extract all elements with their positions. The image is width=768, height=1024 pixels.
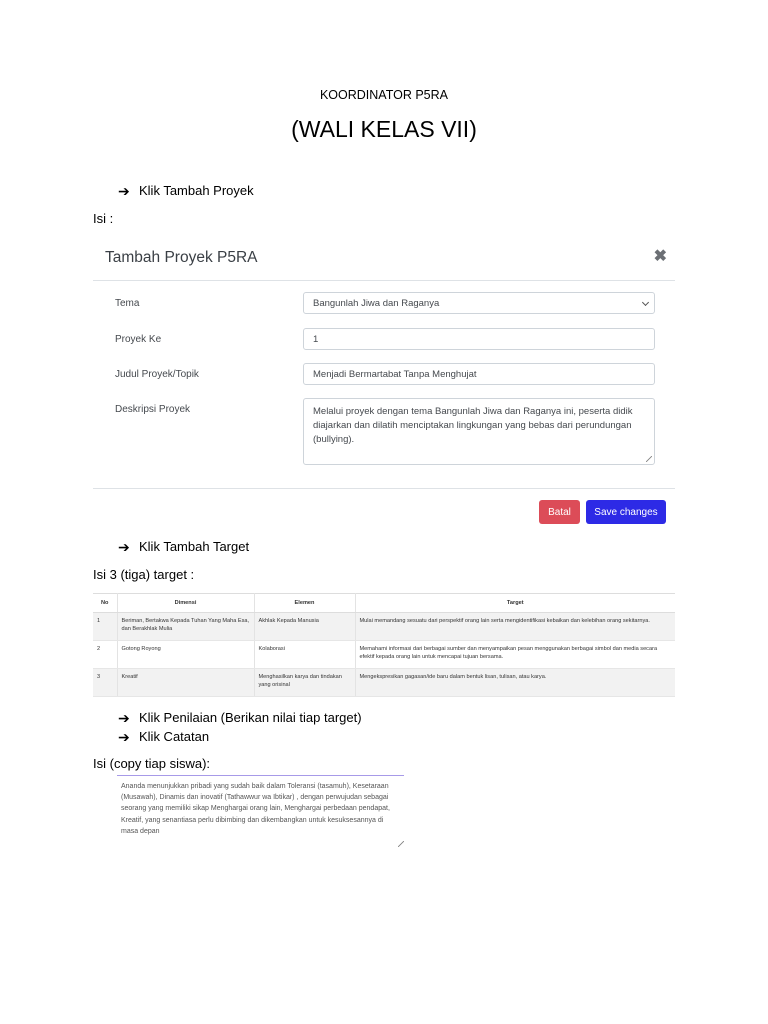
isi-catatan-label: Isi (copy tiap siswa): [93,756,211,771]
proyek-ke-input[interactable]: 1 [303,328,655,350]
deskripsi-textarea[interactable] [303,398,655,465]
deskripsi-label: Deskripsi Proyek [115,404,191,415]
step-tambah-proyek [118,183,254,198]
step-tambah-target [118,539,249,554]
catatan-textarea[interactable] [117,775,404,847]
deskripsi-text: Melalui proyek dengan tema Bangunlah Jiwa dan Raganya ini, peserta didik diajarkan dan dilatih menciptakan lingkungan yang bebas dari perundungan (bullying). [313,406,633,445]
tema-select[interactable]: Bangunlah Jiwa dan Raganya [303,292,655,314]
header-dimensi: Dimensi [117,594,254,613]
cell-elemen: Akhlak Kepada Manusia [254,613,355,641]
page-subtitle: KOORDINATOR P5RA [319,88,449,102]
cell-target: Mengekspresikan gagasan/ide baru dalam bentuk lisan, tulisan, atau karya. [355,669,675,697]
arrow-right-icon: ➔ [118,728,130,745]
isi-label: Isi : [93,211,114,226]
cell-dimensi: Beriman, Bertakwa Kepada Tuhan Yang Maha Esa, dan Berakhlak Mulia [117,613,254,641]
step-text: Klik Tambah Proyek [139,183,254,198]
cell-no: 1 [93,613,117,641]
cancel-button[interactable]: Batal [539,500,580,524]
table-row [93,641,675,669]
header-no: No [93,594,117,613]
cell-no: 2 [93,641,117,669]
proyek-ke-label: Proyek Ke [115,334,162,345]
step-penilaian [118,710,362,725]
step-text: Klik Catatan [139,729,210,744]
step-text: Klik Penilaian (Berikan nilai tiap target) [139,710,362,725]
tambah-proyek-modal [93,236,675,532]
tema-label: Tema [115,298,140,309]
arrow-right-icon: ➔ [118,538,130,555]
step-text: Klik Tambah Target [139,539,250,554]
step-catatan [118,729,209,744]
header-elemen: Elemen [254,594,355,613]
save-changes-button[interactable]: Save changes [586,500,666,524]
table-row [93,613,675,641]
resize-handle-icon[interactable] [646,456,652,462]
cell-elemen: Kolaborasi [254,641,355,669]
arrow-right-icon: ➔ [118,709,130,726]
cell-dimensi: Gotong Royong [117,641,254,669]
isi-target-label: Isi 3 (tiga) target : [93,567,195,582]
cell-target: Mulai memandang sesuatu dari perspektif orang lain serta mengidentifikasi kebaikan dan kelebihan orang sekitarnya. [355,613,675,641]
page-title: (WALI KELAS VII) [291,116,477,142]
table-header-row [93,594,675,613]
close-icon[interactable]: ✖ [653,248,667,265]
table-row [93,669,675,697]
catatan-text: Ananda menunjukkan pribadi yang sudah baik dalam Toleransi (tasamuh), Kesetaraan (Musawah), Dinamis dan inovatif (Tathawwur wa Ibtikar) , dengan perwujudan sebagai seorang yang memiliki sikap Menghargai orang lain, Menghargai perbedaan pendapat, Kreatif, yang senantiasa perlu dibimbing dan dikembangkan untuk kesuksesannya di masa depan [121,783,390,835]
target-table [93,593,675,697]
resize-handle-icon[interactable] [398,841,404,847]
cell-elemen: Menghasilkan karya dan tindakan yang orisinal [254,669,355,697]
header-target: Target [355,594,675,613]
arrow-right-icon: ➔ [118,182,130,199]
cell-target: Memahami informasi dari berbagai sumber dan menyampaikan pesan menggunakan berbagai simbol dan media secara efektif kepada orang lain untuk mencapai tujuan bersama. [355,641,675,669]
modal-divider [93,280,675,281]
modal-title: Tambah Proyek P5RA [105,249,258,266]
cell-dimensi: Kreatif [117,669,254,697]
modal-footer-divider [93,488,675,489]
judul-label: Judul Proyek/Topik [115,369,199,380]
judul-input[interactable]: Menjadi Bermartabat Tanpa Menghujat [303,363,655,385]
cell-no: 3 [93,669,117,697]
